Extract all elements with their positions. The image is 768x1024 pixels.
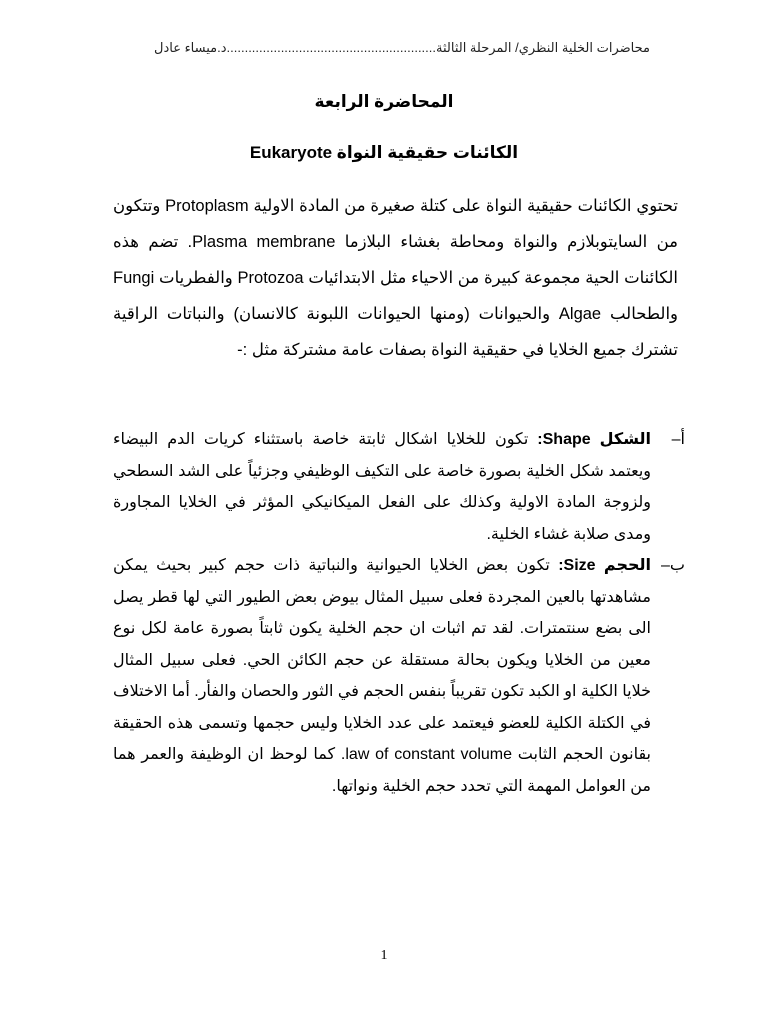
intro-paragraph: تحتوي الكائنات حقيقية النواة على كتلة صغيرة من المادة الاولية Protoplasm وتتكون من السايتوبلازم والنواة ومحاطة بغشاء البلازما Plasma membrane. تضم هذه الكائنات الحية مجموعة كبيرة من الاحياء مثل الابتدائيات Protozoa والفطريات Fungi والطحالب Algae والحيوانات (ومنها الحيوانات اللبونة كالانسان) والنباتات الراقية تشترك جميع الخلايا في حقيقية النواة بصفات عامة مشتركة مثل :- (113, 197, 678, 359)
point-shape (113, 424, 685, 550)
point-term: الحجم Size: (558, 557, 651, 574)
point-text: تكون بعض الخلايا الحيوانية والنباتية ذات حجم كبير بحيث يمكن مشاهدتها بالعين المجردة فعلى سبيل المثال بيوض بعض الطيور التي لها قطر يصل الى بضع سنتمترات. لقد تم اثبات ان حجم الخلية يكون ثابتاً بصورة عامة لكل نوع معين من الخلايا ويكون بحالة مستقلة عن حجم الكائن الحي. فعلى سبيل المثال خلايا الكلية او الكبد تكون تقريباً بنفس الحجم في الثور والحصان والفأر. أما الاختلاف في الكتلة الكلية للعضو فيعتمد على عدد الخلايا وليس حجمها وتسمى هذه الحقيقة بقانون الحجم الثابت law of constant volume. كما لوحظ ان الوظيفة والعمر هما من العوامل المهمة التي تحدد حجم الخلية ونواتها. (113, 557, 652, 795)
point-marker: ب– (661, 557, 685, 574)
point-text: تكون للخلايا اشكال ثابتة خاصة باستثناء كريات الدم البيضاء ويعتمد شكل الخلية بصورة خاصة على التكيف الوظيفي وجزئياً على الشد السطحي ولزوجة المادة الاولية وكذلك على الفعل الميكانيكي المؤثر في الخلايا المجاورة ومدى صلابة غشاء الخلية. (113, 431, 651, 543)
point-size (113, 550, 685, 802)
point-body (113, 424, 651, 550)
point-marker: أ– (671, 431, 685, 448)
point-body (113, 550, 651, 802)
topic-title: الكائنات حقيقية النواة Eukaryote (249, 143, 519, 162)
page-number: 1 (380, 948, 388, 963)
lecture-title: المحاضرة الرابعة (314, 92, 454, 111)
characteristics-list (113, 424, 685, 802)
page-header: محاضرات الخلية النظري/ المرحلة الثالثة..........................................................د.ميساء عادل (154, 40, 650, 55)
point-term: الشكل Shape: (537, 431, 651, 448)
